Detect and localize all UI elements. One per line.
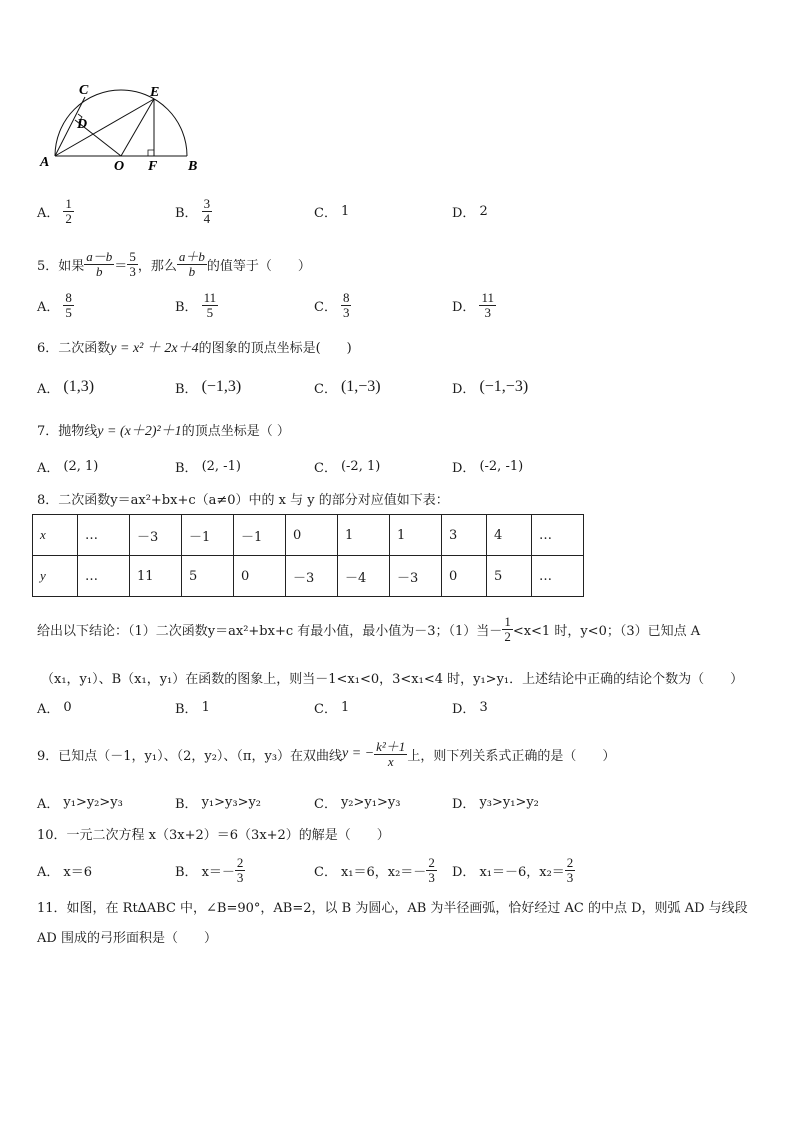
label-F: F: [148, 159, 158, 174]
fraction: $\frac{a+b}{b}$: [178, 248, 205, 279]
table-cell: …: [78, 556, 130, 597]
q9-option-a[interactable]: A． y₁>y₂>y₃: [37, 794, 123, 812]
q7-options: [37, 451, 757, 481]
q9-option-c[interactable]: C． y₂>y₁>y₃: [314, 794, 401, 812]
table-cell: 0: [286, 515, 338, 556]
q4-option-c[interactable]: C． 1: [314, 203, 350, 221]
fraction: $\frac{1}{2}$: [65, 195, 72, 226]
label-B: B: [188, 159, 198, 174]
table-cell: 5: [182, 556, 234, 597]
table-row: [33, 556, 584, 597]
table-cell: 1: [338, 515, 390, 556]
fraction: $\frac{a-b}{b}$: [86, 248, 113, 279]
semicircle-figure: [30, 78, 220, 178]
q5-option-b[interactable]: B． $\frac{11}{5}$: [175, 289, 217, 320]
q8-option-a[interactable]: A． 0: [37, 699, 72, 717]
q9-option-b[interactable]: B． y₁>y₃>y₂: [175, 794, 262, 812]
q8-option-c[interactable]: C． 1: [314, 699, 350, 717]
q10-option-c[interactable]: C． x₁＝6，x₂＝－ $\frac{2}{3}$: [314, 854, 435, 885]
q9-option-d[interactable]: D． y₃>y₁>y₂: [452, 794, 539, 812]
semicircle-arc: [55, 90, 187, 156]
table-row: [33, 515, 584, 556]
right-angle-F: [148, 150, 154, 156]
q11-stem-line1: 11．如图，在 Rt∆ABC 中，∠B=90°，AB=2，以 B 为圆心，AB 为半径画弧，恰好经过 AC 的中点 D，则弧 AD 与线段: [37, 901, 748, 916]
q8-stem: 8．二次函数y＝ax²+bx+c（a≠0）中的 x 与 y 的部分对应值如下表：: [37, 493, 449, 508]
segment-OE: [121, 99, 154, 156]
table-cell: 11: [130, 556, 182, 597]
fraction: $\frac{5}{3}$: [129, 248, 136, 279]
table-cell: －3: [130, 515, 182, 556]
q6-stem: 6．二次函数y = x² ＋ 2x＋4的图象的顶点坐标是( ): [37, 341, 352, 356]
q8-conclusions-line1: 给出以下结论：（1）二次函数y＝ax²+bx+c 有最小值，最小值为－3；（1）当－ $\frac{1}{2}$ <x<1 时，y<0；（3）已知点 A: [37, 613, 701, 644]
fraction: $\frac{\text{k²＋1}}{x}$: [376, 738, 406, 769]
q7-option-c[interactable]: C． (-2, 1): [314, 458, 381, 476]
q7-option-d[interactable]: D． (-2, -1): [452, 458, 524, 476]
q9-options: [37, 787, 757, 817]
q4-option-a[interactable]: A． $\frac{1}{2}$: [37, 195, 72, 226]
value-table: [32, 514, 584, 597]
label-D: D: [77, 117, 88, 132]
label-E: E: [150, 85, 160, 100]
q10-option-a[interactable]: A． x＝6: [37, 864, 92, 880]
q5-option-c[interactable]: C． $\frac{8}{3}$: [314, 289, 350, 320]
q8-option-d[interactable]: D． 3: [452, 699, 488, 717]
q10-option-b[interactable]: B． x＝－ $\frac{2}{3}$: [175, 854, 244, 885]
q6-option-b[interactable]: B． (−1,3): [175, 378, 242, 397]
table-cell: －4: [338, 556, 390, 597]
table-cell: 1: [390, 515, 442, 556]
label-A: A: [40, 155, 50, 170]
q10-stem: 10．一元二次方程 x（3x+2）＝6（3x+2）的解是（ ）: [37, 828, 390, 843]
q5-options: [37, 290, 757, 320]
table-cell: －1: [234, 515, 286, 556]
table-cell: y: [33, 556, 78, 597]
table-cell: 3: [442, 515, 487, 556]
fraction: $\frac{3}{4}$: [203, 195, 211, 226]
table-cell: －1: [182, 515, 234, 556]
q4-option-b[interactable]: B． $\frac{3}{4}$: [175, 195, 211, 226]
q6-options: [37, 372, 757, 402]
table-cell: 4: [487, 515, 532, 556]
table-cell: 0: [234, 556, 286, 597]
table-cell: …: [532, 556, 584, 597]
q8-conclusions-line2: （x₁，y₁）、B（x₁，y₁）在函数的图象上，则当－1<x₁<0，3<x₁<4 时，y₁>y₁．上述结论中正确的结论个数为（ ）: [41, 672, 744, 687]
q7-option-b[interactable]: B． (2, -1): [175, 458, 241, 476]
q10-option-d[interactable]: D． x₁＝－6，x₂＝ $\frac{2}{3}$: [452, 854, 574, 885]
table-cell: …: [532, 515, 584, 556]
table-cell: －3: [286, 556, 338, 597]
q5-stem: 5．如果 $\frac{a-b}{b}$ ＝ $\frac{5}{3}$ ，那么 $\frac{a+b}{b}$ 的值等于（ ）: [37, 248, 311, 279]
table-cell: －3: [390, 556, 442, 597]
q6-option-a[interactable]: A． (1,3): [37, 378, 95, 397]
q4-options: [37, 196, 757, 226]
table-cell: 0: [442, 556, 487, 597]
q7-option-a[interactable]: A． (2, 1): [37, 458, 99, 476]
q4-option-d[interactable]: D． 2: [452, 203, 488, 221]
q11-stem-line2: AD 围成的弓形面积是（ ）: [37, 931, 217, 946]
label-O: O: [114, 159, 125, 174]
q8-options: [37, 692, 757, 722]
q5-option-d[interactable]: D． $\frac{11}{3}$: [452, 289, 494, 320]
q9-stem: 9．已知点（－1，y₁）、（2，y₂）、（π，y₃）在双曲线 y = − $\frac{\text{k²＋1}}{x}$ 上，则下列关系式正确的是（ ）: [37, 738, 616, 769]
table-cell: …: [78, 515, 130, 556]
table-cell: x: [33, 515, 78, 556]
q7-stem: 7．抛物线y = (x＋2)²＋1的顶点坐标是（ ）: [37, 424, 290, 439]
label-C: C: [79, 83, 89, 98]
q10-options: [37, 853, 757, 887]
table-cell: 5: [487, 556, 532, 597]
q8-option-b[interactable]: B． 1: [175, 699, 210, 717]
q6-option-c[interactable]: C． (1,−3): [314, 378, 381, 397]
q6-option-d[interactable]: D． (−1,−3): [452, 378, 529, 397]
fraction: $\frac{1}{2}$: [504, 613, 511, 644]
q5-option-a[interactable]: A． $\frac{8}{5}$: [37, 289, 72, 320]
